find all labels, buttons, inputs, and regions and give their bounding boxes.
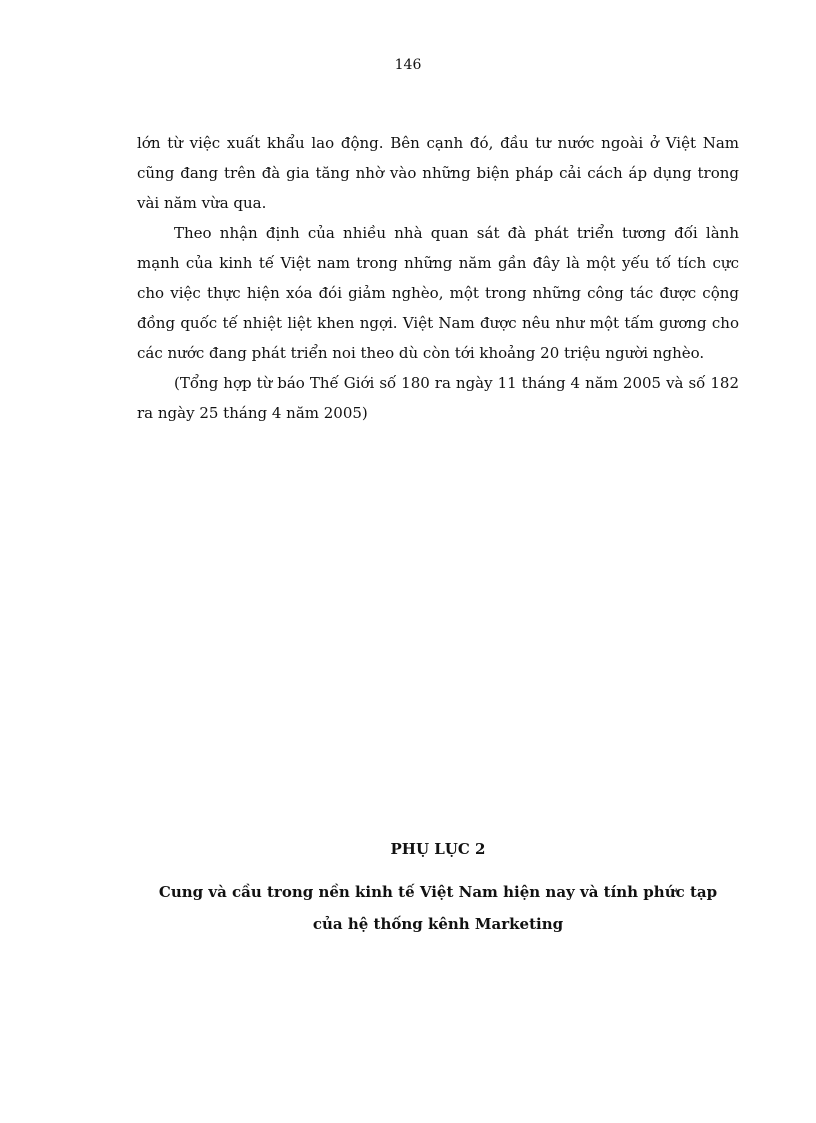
paragraph-continued: lớn từ việc xuất khẩu lao động. Bên cạnh đó, đầu tư nước ngoài ở Việt Nam cũng đang trên đà gia tăng nhờ vào những biện pháp cải cách áp dụng trong vài năm vừa qua. xyxy=(137,134,739,212)
page-number: 146 xyxy=(394,57,422,73)
appendix-title: PHỤ LỤC 2 xyxy=(390,840,486,858)
paragraph-source-citation: (Tổng hợp từ báo Thế Giới số 180 ra ngày 11 tháng 4 năm 2005 và số 182 ra ngày 25 tháng 4 năm 2005) xyxy=(137,374,739,422)
paragraph-assessment: Theo nhận định của nhiều nhà quan sát đà phát triển tương đối lành mạnh của kinh tế Việt nam trong những năm gần đây là một yếu tố tích cực cho việc thực hiện xóa đói giảm nghèo, một trong những công tác được cộng đồng quốc tế nhiệt liệt khen ngợi. Việt Nam được nêu như một tấm gương cho các nước đang phát triển noi theo dù còn tới khoảng 20 triệu người nghèo. xyxy=(137,224,739,362)
appendix-subtitle: Cung và cầu trong nền kinh tế Việt Nam hiện nay và tính phức tạp của hệ thống kênh Marketing xyxy=(158,883,718,933)
body-text xyxy=(137,128,739,428)
